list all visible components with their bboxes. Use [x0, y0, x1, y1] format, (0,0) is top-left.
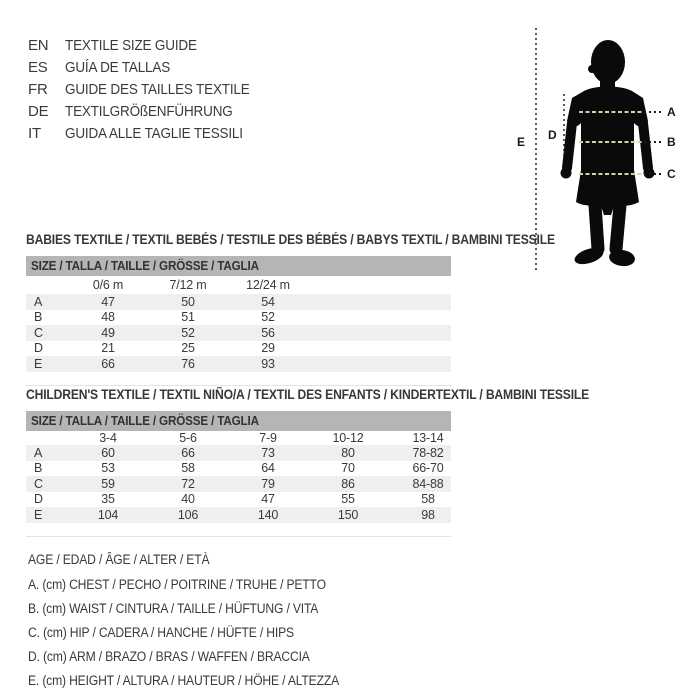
table-row: [26, 507, 451, 523]
column-header: 3-4: [99, 431, 117, 445]
language-row: [28, 34, 270, 56]
table-cell: 54: [261, 294, 275, 309]
table-cell: 47: [261, 492, 275, 507]
table-cell: 60: [101, 445, 115, 460]
size-table-section: [26, 387, 590, 537]
size-bar: [26, 411, 451, 431]
table-cell: 25: [181, 341, 195, 356]
language-code: ES: [28, 58, 48, 76]
table-cell: 93: [261, 356, 275, 371]
label-a: A: [667, 105, 676, 119]
table-divider: [26, 536, 451, 537]
table-cell: 29: [261, 341, 275, 356]
table-cell: 55: [341, 492, 355, 507]
table-cell: 76: [181, 356, 195, 371]
section-heading: BABIES TEXTILE / TEXTIL BEBÉS / TESTILE DES BÉBÉS / BABYS TEXTIL / BAMBINI TESSILE: [26, 232, 555, 247]
row-label: B: [34, 461, 43, 476]
table-row: [26, 445, 451, 461]
legend-age-line: AGE / EDAD / ÂGE / ALTER / ETÀ: [28, 552, 210, 567]
table-row: [26, 492, 451, 508]
language-row: [28, 122, 270, 144]
column-header: 0/6 m: [92, 278, 124, 292]
language-title-list: [28, 34, 270, 144]
size-bar-label: SIZE / TALLA / TAILLE / GRÖSSE / TAGLIA: [31, 258, 259, 273]
legend-item-text: C. (cm) HIP / CADERA / HANCHE / HÜFTE / HIPS: [28, 625, 294, 640]
table-cell: 47: [101, 294, 115, 309]
table-cell: 56: [261, 325, 275, 340]
legend-item-text: D. (cm) ARM / BRAZO / BRAS / WAFFEN / BRACCIA: [28, 649, 310, 664]
language-title: TEXTILE SIZE GUIDE: [65, 36, 197, 54]
language-row: [28, 56, 270, 78]
row-label: E: [34, 356, 43, 371]
table-cell: 52: [181, 325, 195, 340]
table-cell: 66-70: [412, 461, 444, 476]
column-header: 13-14: [412, 431, 444, 445]
table-cell: 58: [181, 461, 195, 476]
language-code: EN: [28, 36, 49, 54]
table-cell: 40: [181, 492, 195, 507]
table-cell: 73: [261, 445, 275, 460]
language-title: TEXTILGRÖßENFÜHRUNG: [65, 102, 233, 120]
table-cell: 59: [101, 476, 115, 491]
size-bar-label: SIZE / TALLA / TAILLE / GRÖSSE / TAGLIA: [31, 413, 259, 428]
table-row: [26, 356, 451, 372]
table-cell: 80: [341, 445, 355, 460]
table-row: [26, 294, 451, 310]
legend-item: [28, 669, 374, 693]
table-cell: 66: [101, 356, 115, 371]
table-cell: 49: [101, 325, 115, 340]
column-header: 7-9: [259, 431, 277, 445]
column-header: 12/24 m: [246, 278, 290, 292]
table-cell: 21: [101, 341, 115, 356]
child-silhouette: [561, 40, 655, 268]
table-divider: [26, 385, 451, 386]
legend-item-text: B. (cm) WAIST / CINTURA / TAILLE / HÜFTUNG / VITA: [28, 601, 319, 616]
table-cell: 66: [181, 445, 195, 460]
size-table-section: [26, 232, 555, 386]
table-cell: 70: [341, 461, 355, 476]
legend-item: [28, 645, 374, 669]
legend-item-text: A. (cm) CHEST / PECHO / POITRINE / TRUHE / PETTO: [28, 577, 326, 592]
size-bar: [26, 256, 451, 276]
row-label: E: [34, 507, 43, 522]
table-rows: [26, 445, 451, 523]
table-cell: 78-82: [412, 445, 444, 460]
row-label: C: [34, 476, 43, 491]
table-cell: 52: [261, 310, 275, 325]
table-cell: 86: [341, 476, 355, 491]
row-label: A: [34, 294, 43, 309]
legend-item-text: E. (cm) HEIGHT / ALTURA / HAUTEUR / HÖHE / ALTEZZA: [28, 673, 340, 688]
label-b: B: [667, 135, 676, 149]
legend-items: [28, 573, 374, 693]
language-code: FR: [28, 80, 48, 98]
table-row: [26, 310, 451, 326]
table-row: [26, 341, 451, 357]
table-row: [26, 461, 451, 477]
table-cell: 64: [261, 461, 275, 476]
label-c: C: [667, 167, 676, 181]
language-code: DE: [28, 102, 49, 120]
language-row: [28, 100, 270, 122]
table-rows: [26, 294, 451, 372]
section-heading: CHILDREN'S TEXTILE / TEXTIL NIÑO/A / TEXTIL DES ENFANTS / KINDERTEXTIL / BAMBINI TESSILE: [26, 387, 590, 402]
label-d: D: [548, 128, 557, 142]
table-cell: 51: [181, 310, 195, 325]
language-title: GUÍA DE TALLAS: [65, 58, 171, 76]
table-cell: 104: [97, 507, 119, 522]
row-label: C: [34, 325, 43, 340]
measurement-legend: [28, 552, 374, 693]
table-row: [26, 325, 451, 341]
table-cell: 140: [257, 507, 279, 522]
legend-item: [28, 573, 374, 597]
table-cell: 79: [261, 476, 275, 491]
column-header: 5-6: [179, 431, 197, 445]
column-header: 7/12 m: [169, 278, 207, 292]
table-cell: 98: [421, 507, 435, 522]
row-label: D: [34, 492, 43, 507]
table-cell: 48: [101, 310, 115, 325]
label-e: E: [517, 135, 525, 149]
table-cell: 35: [101, 492, 115, 507]
row-label: D: [34, 341, 43, 356]
language-code: IT: [28, 124, 41, 142]
legend-item: [28, 597, 374, 621]
table-cell: 53: [101, 461, 115, 476]
row-label: A: [34, 445, 43, 460]
table-cell: 106: [177, 507, 199, 522]
row-label: B: [34, 310, 43, 325]
table-cell: 84-88: [412, 476, 444, 491]
table-cell: 58: [421, 492, 435, 507]
column-headers: [26, 431, 451, 445]
column-header: 10-12: [332, 431, 364, 445]
table-row: [26, 476, 451, 492]
language-title: GUIDA ALLE TAGLIE TESSILI: [65, 124, 243, 142]
table-cell: 50: [181, 294, 195, 309]
language-title: GUIDE DES TAILLES TEXTILE: [65, 80, 250, 98]
column-headers: [26, 276, 451, 294]
table-cell: 150: [337, 507, 359, 522]
legend-item: [28, 621, 374, 645]
table-cell: 72: [181, 476, 195, 491]
language-row: [28, 78, 270, 100]
